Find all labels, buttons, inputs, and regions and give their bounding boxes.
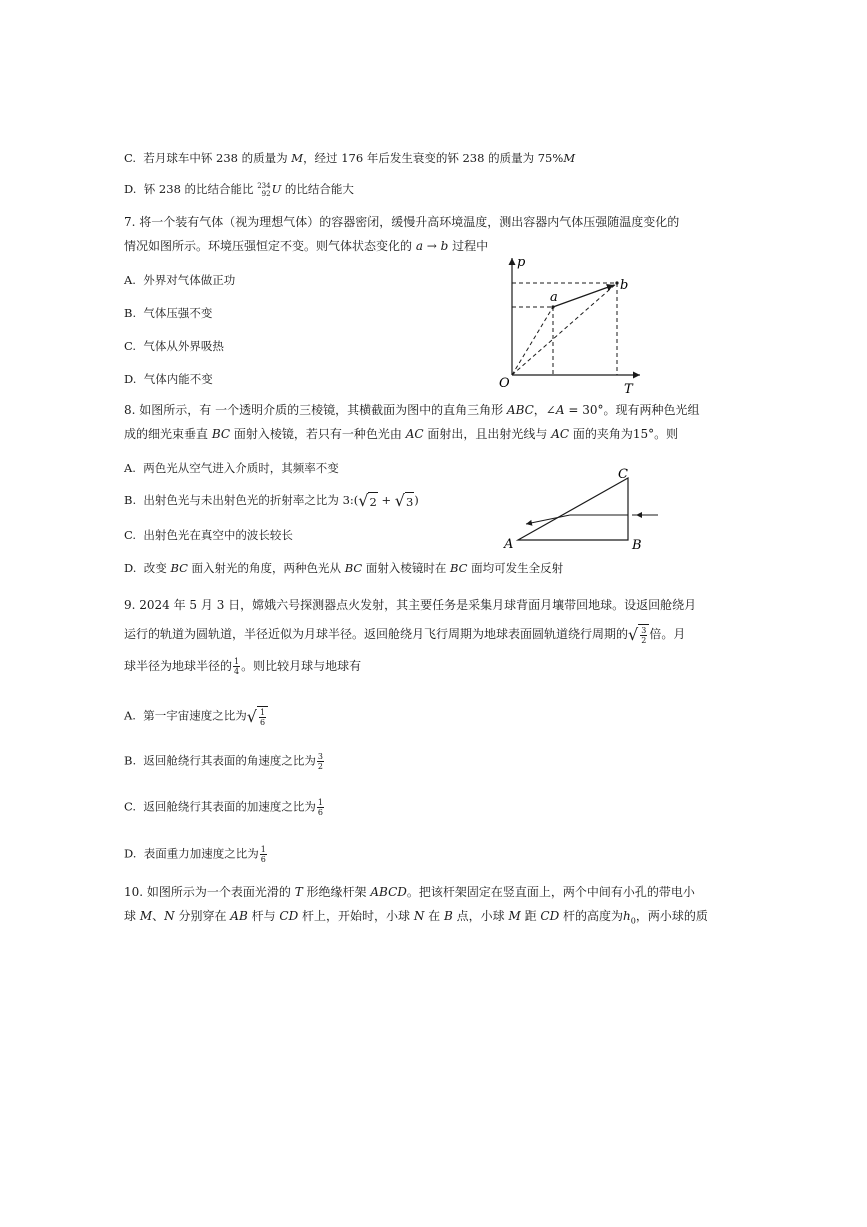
option-label: C. [124, 528, 137, 542]
face-bc: BC [170, 561, 188, 575]
option-text: ，经过 176 年后发生衰变的钚 238 的质量为 75% [303, 151, 564, 165]
option-text: 面射入棱镜时在 [362, 561, 450, 575]
stem-text: 在 [424, 909, 444, 923]
pt-graph [490, 250, 650, 398]
option-text: 若月球车中钚 238 的质量为 [143, 151, 292, 165]
option-text: 面入射光的角度，两种色光从 [187, 561, 345, 575]
t-axis-label: T [624, 382, 633, 397]
q9-stem-line1: 9. 2024 年 5 月 3 日，嫦娥六号探测器点火发射，其主要任务是采集月球背面月壤带回地球。设返回舱绕月 [124, 598, 697, 612]
stem-text: 成的细光束垂直 [124, 427, 212, 441]
process-variable: a → b [415, 239, 449, 253]
q7-option-c [124, 338, 224, 354]
option-label: C. [124, 151, 137, 165]
p-axis-label: p [517, 255, 526, 270]
plus-sign: + [377, 493, 395, 507]
numerator: 1 [259, 708, 266, 717]
denominator: 2 [317, 762, 324, 771]
q8-option-a [124, 460, 339, 476]
isochore-oa [512, 307, 553, 375]
ball-n: N [164, 909, 175, 923]
isotope-mass: 234 [257, 182, 271, 190]
isochore-ob [512, 283, 617, 375]
prism-triangle [518, 478, 628, 540]
sqrt-radicand: 3 [405, 492, 414, 510]
option-label: B. [124, 753, 137, 768]
prism-figure [496, 462, 666, 554]
option-text: 返回舱绕行其表面的角速度之比为 [143, 753, 316, 768]
vertex-b-label: B [632, 538, 642, 553]
sqrt-sign: √ [358, 491, 369, 510]
option-text: 的比结合能大 [281, 182, 354, 196]
variable-m: M [291, 151, 304, 165]
close-paren: ) [414, 493, 419, 507]
option-label: D. [124, 372, 137, 386]
denominator: 6 [317, 808, 323, 817]
face-ac: AC [405, 427, 424, 441]
q9-stem-line2 [124, 624, 685, 645]
stem-text: 倍。月 [649, 627, 686, 641]
process-ab [553, 285, 614, 307]
q7-stem-line2 [124, 238, 488, 254]
rod-cd: CD [279, 909, 299, 923]
sqrt-radicand: 2 [368, 492, 377, 510]
q8-stem-line2 [124, 426, 678, 442]
q6-option-d [124, 181, 354, 198]
fraction [317, 798, 324, 817]
face-ac: AC [551, 427, 570, 441]
height-subscript: 0 [630, 916, 636, 926]
numerator: 1 [234, 657, 240, 666]
option-text: 出射色光与未出射色光的折射率之比为 3:( [143, 493, 359, 507]
stem-text: 球半径为地球半径的 [124, 659, 233, 673]
ball-m: M [508, 909, 521, 923]
q7-option-a [124, 272, 235, 288]
denominator: 2 [641, 636, 647, 645]
stem-text: 分别穿在 [174, 909, 231, 923]
sqrt-body [257, 706, 268, 727]
denominator: 4 [234, 667, 240, 676]
denominator: 6 [259, 718, 266, 727]
stem-text: 情况如图所示。环境压强恒定不变。则气体状态变化的 [124, 239, 416, 253]
q7-option-b [124, 305, 212, 321]
fraction [260, 845, 267, 864]
stem-text: ，两小球的质 [635, 909, 708, 923]
point-b [615, 281, 618, 284]
option-text: 面均可发生全反射 [467, 561, 564, 575]
vertex-a-label: A [504, 537, 514, 552]
triangle-name: ABC [506, 403, 534, 417]
option-label: A. [124, 708, 136, 723]
stem-text: 面的夹角为15°。则 [569, 427, 679, 441]
option-text: 第一宇宙速度之比为 [143, 708, 247, 723]
q10-stem-line1 [124, 884, 695, 900]
stem-text: 8. 如图所示，有 一个透明介质的三棱镜，其横截面为图中的直角三角形 [124, 403, 507, 417]
variable-m: M [563, 151, 576, 165]
vertex-c-label: C [618, 467, 628, 482]
option-label: D. [124, 182, 137, 196]
q7-stem-line1: 7. 将一个装有气体（视为理想气体）的容器密闭，缓慢升高环境温度，测出容器内气体压强随温度变化的 [124, 215, 680, 229]
point-a-label: a [550, 290, 558, 305]
stem-text: 距 [520, 909, 541, 923]
stem-text: 、 [152, 909, 165, 923]
stem-text: 运行的轨道为圆轨道，半径近似为月球半径。返回舱绕月飞行周期为地球表面圆轨道绕行周期的 [124, 627, 629, 641]
q9-option-d [124, 845, 268, 864]
stem-text: = 30°。现有两种色光组 [564, 403, 700, 417]
stem-text: 球 [124, 909, 140, 923]
stem-text: 。则比较月球与地球有 [241, 659, 362, 673]
numerator: 3 [641, 626, 647, 635]
option-label: B. [124, 306, 137, 320]
stem-text: 面射入棱镜，若只有一种色光由 [230, 427, 406, 441]
q9-stem-line3 [124, 657, 361, 676]
point-b: B [444, 909, 453, 923]
q9-option-b [124, 752, 325, 771]
q8-stem-line1 [124, 402, 700, 418]
stem-text: 形绝缘杆架 [302, 885, 371, 899]
option-text: 钚 238 的比结合能比 [143, 182, 258, 196]
face-bc: BC [344, 561, 363, 575]
sqrt-sign: √ [628, 624, 639, 644]
stem-text: 面射出，且出射光线与 [423, 427, 552, 441]
stem-text: 10. 如图所示为一个表面光滑的 [124, 885, 295, 899]
q8-option-d [124, 560, 563, 576]
option-text: 返回舱绕行其表面的加速度之比为 [143, 799, 316, 814]
fraction [259, 708, 266, 727]
option-text: 气体压强不变 [143, 306, 213, 320]
numerator: 1 [260, 845, 266, 854]
option-text: 气体从外界吸热 [143, 339, 224, 353]
stem-text: 杆与 [247, 909, 280, 923]
q8-option-b [124, 492, 419, 510]
variable-t: T [294, 885, 303, 899]
ball-m: M [139, 909, 153, 923]
fraction [640, 626, 647, 645]
q8-option-c [124, 527, 293, 543]
sqrt-sign: √ [394, 491, 405, 510]
q9-option-c [124, 798, 325, 817]
rod-cd: CD [540, 909, 560, 923]
option-text: 改变 [143, 561, 171, 575]
q7-option-d [124, 371, 213, 387]
rod-ab: AB [230, 909, 248, 923]
ball-n: N [413, 909, 425, 923]
option-label: C. [124, 799, 137, 814]
stem-text: 点，小球 [452, 909, 509, 923]
sqrt-sign: √ [246, 706, 257, 726]
face-bc: BC [211, 427, 231, 441]
point-b-label: b [620, 278, 629, 293]
stem-text: 杆的高度为 [559, 909, 624, 923]
option-label: A. [124, 461, 136, 475]
option-text: 表面重力加速度之比为 [143, 846, 259, 861]
stem-text: 过程中 [448, 239, 489, 253]
face-bc: BC [450, 561, 468, 575]
stem-text: 。把该杆架固定在竖直面上，两个中间有小孔的带电小 [406, 885, 695, 899]
option-text: 外界对气体做正功 [143, 273, 236, 287]
fraction [233, 657, 240, 676]
option-label: B. [124, 493, 137, 507]
option-text: 气体内能不变 [143, 372, 213, 386]
stem-text: 杆上，开始时，小球 [298, 909, 414, 923]
numerator: 1 [317, 798, 323, 807]
option-label: D. [124, 846, 137, 861]
option-text: 两色光从空气进入介质时，其频率不变 [143, 461, 339, 475]
option-label: A. [124, 273, 136, 287]
option-label: C. [124, 339, 137, 353]
option-label: D. [124, 561, 137, 575]
option-text: 出射色光在真空中的波长较长 [143, 528, 293, 542]
isotope-z: 92 [261, 190, 271, 198]
numerator: 3 [317, 752, 324, 761]
stem-text: ，∠ [533, 403, 556, 417]
q6-option-c [124, 150, 575, 166]
frame-name: ABCD [370, 885, 407, 899]
height-h: h [623, 909, 631, 923]
sqrt-body [638, 624, 649, 645]
angle-vertex: A [555, 403, 565, 417]
isotope-numbers [257, 182, 270, 198]
point-a [551, 305, 554, 308]
q10-stem-line2 [124, 908, 708, 929]
isotope-symbol: U [271, 182, 282, 196]
denominator: 6 [260, 855, 266, 864]
q9-option-a [124, 706, 268, 727]
origin-label: O [499, 376, 510, 391]
fraction [317, 752, 324, 771]
